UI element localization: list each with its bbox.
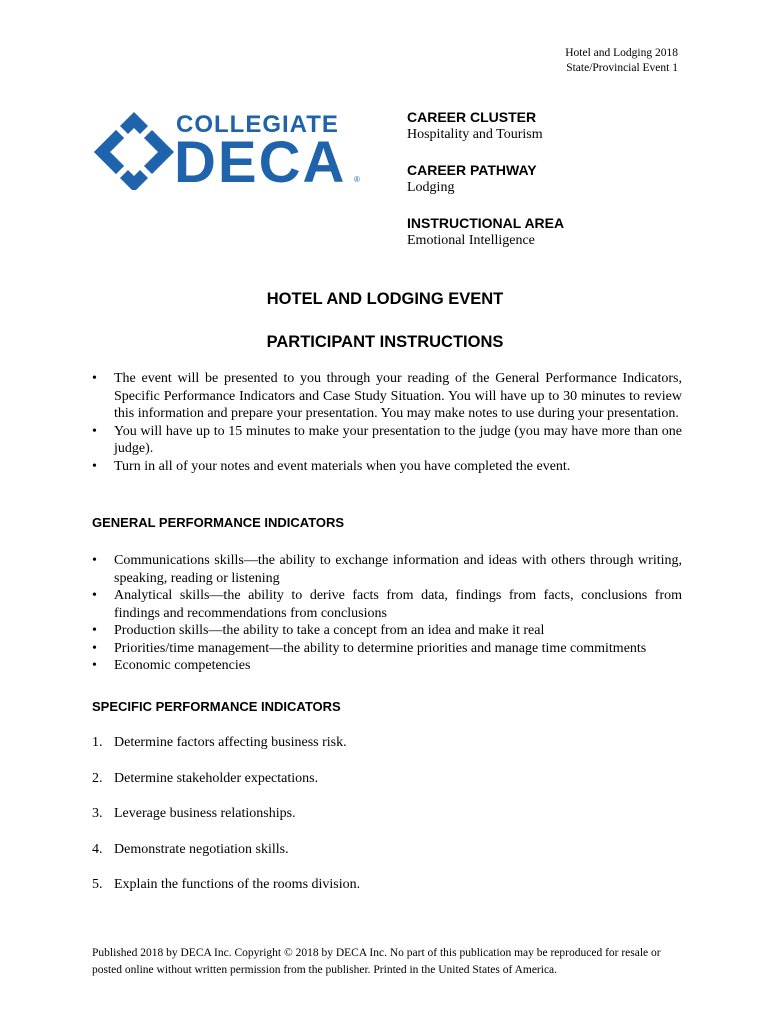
specific-indicator-item: 3. Leverage business relationships. — [92, 806, 296, 821]
header-event-number: State/Provincial Event 1 — [566, 62, 678, 74]
bullet: • — [92, 553, 97, 568]
specific-indicator-item: 2. Determine stakeholder expectations. — [92, 770, 319, 786]
logo-deca-text: DECA — [174, 130, 347, 190]
bullet: • — [92, 371, 97, 386]
logo-registered-mark: ® — [354, 175, 360, 184]
specific-indicators-title: SPECIFIC PERFORMANCE INDICATORS — [92, 699, 341, 714]
general-indicator-item: • Priorities/time management—the ability to determine priorities and manage time commitments — [92, 640, 647, 656]
specific-indicators-list — [92, 734, 682, 912]
general-indicators-title: GENERAL PERFORMANCE INDICATORS — [92, 515, 345, 530]
bullet: • — [92, 640, 97, 656]
instructional-area-value: Emotional Intelligence — [407, 233, 535, 248]
instructions-title: PARTICIPANT INSTRUCTIONS — [266, 333, 504, 351]
general-indicator-item: • Economic competencies — [92, 658, 251, 673]
copyright-footer: Published 2018 by DECA Inc. Copyright © 2018 by DECA Inc. No part of this publication may be reproduced for resale or posted online without written permission from the publisher. Printed in the United States of America. — [92, 947, 661, 976]
document-header — [565, 46, 678, 76]
career-pathway-value: Lodging — [407, 180, 455, 195]
instruction-item: • The event will be presented to you through your reading of the General Performance Indicators, Specific Performance Indicators and Case Study Situation. You will have up to 30 minutes to review this information and prepare your presentation. You may make notes to use during your presentation. — [92, 371, 682, 421]
event-info-block — [407, 108, 707, 267]
logo-collegiate-text: COLLEGIATE — [176, 111, 339, 138]
general-indicator-item: • Production skills—the ability to take a concept from an idea and make it real — [92, 623, 545, 638]
event-title: HOTEL AND LODGING EVENT — [266, 290, 504, 308]
bullet: • — [92, 658, 97, 673]
general-indicator-item: • Communications skills—the ability to exchange information and ideas with others through writing, speaking, reading or listening — [92, 553, 682, 586]
instruction-item: • You will have up to 15 minutes to make your presentation to the judge (you may have more than one judge). — [92, 423, 682, 456]
specific-indicator-item: 1. Determine factors affecting business risk. — [92, 735, 347, 750]
career-cluster-value: Hospitality and Tourism — [407, 127, 543, 142]
career-cluster-label: CAREER CLUSTER — [407, 109, 537, 125]
bullet: • — [92, 623, 97, 638]
general-indicator-item: • Analytical skills—the ability to derive facts from data, findings from facts, conclusions from findings and recommendations from conclusions — [92, 588, 682, 621]
instructional-area-label: INSTRUCTIONAL AREA — [407, 215, 565, 231]
collegiate-deca-logo — [92, 108, 364, 190]
career-pathway-label: CAREER PATHWAY — [407, 162, 537, 178]
specific-indicator-item: 4. Demonstrate negotiation skills. — [92, 841, 289, 857]
header-event-name: Hotel and Lodging 2018 — [565, 47, 678, 59]
instruction-item: • Turn in all of your notes and event materials when you have completed the event. — [92, 458, 571, 474]
bullet: • — [92, 588, 97, 603]
instructions-list — [92, 370, 682, 475]
bullet: • — [92, 458, 97, 474]
general-indicators-list — [92, 552, 682, 675]
bullet: • — [92, 423, 97, 439]
specific-indicator-item: 5. Explain the functions of the rooms division. — [92, 877, 361, 892]
deca-diamond-icon — [92, 108, 364, 190]
